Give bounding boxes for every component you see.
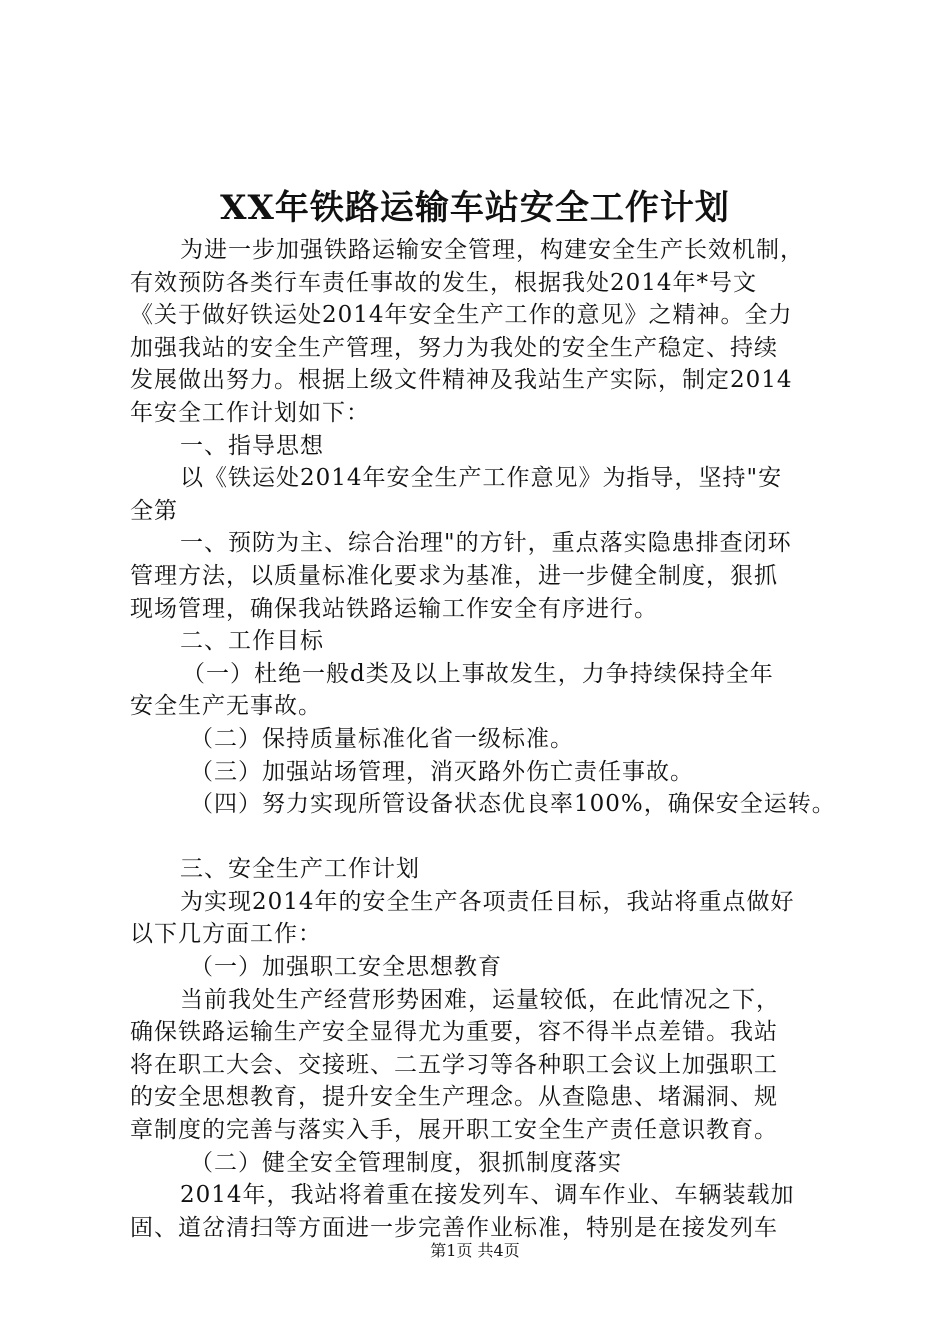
paragraph-line: 安全生产无事故。 <box>130 693 322 720</box>
paragraph-line: 将在职工大会、交接班、二五学习等各种职工会议上加强职工 <box>130 1051 778 1078</box>
paragraph-line: 为实现2014年的安全生产各项责任目标，我站将重点做好 <box>180 888 795 915</box>
paragraph-line: 管理方法，以质量标准化要求为基准，进一步健全制度，狠抓 <box>130 562 778 589</box>
subsection-heading: （二）健全安全管理制度，狠抓制度落实 <box>190 1149 622 1176</box>
paragraph-line: 确保铁路运输生产安全显得尤为重要，容不得半点差错。我站 <box>130 1019 778 1046</box>
subsection-heading: （一）加强职工安全思想教育 <box>190 954 502 981</box>
document-title: XX年铁路运输车站安全工作计划 <box>220 188 730 228</box>
paragraph-line: 为进一步加强铁路运输安全管理，构建安全生产长效机制， <box>180 237 804 263</box>
document-body <box>130 234 840 1244</box>
paragraph-line: 以《铁运处2014年安全生产工作意见》为指导，坚持"安 <box>180 465 783 492</box>
list-item: （一）杜绝一般d类及以上事故发生，力争持续保持全年 <box>182 660 774 687</box>
list-item: （四）努力实现所管设备状态优良率100%，确保安全运转。 <box>190 791 836 818</box>
paragraph-line: 有效预防各类行车责任事故的发生，根据我处2014年*号文 <box>130 269 758 296</box>
section-heading: 一、指导思想 <box>180 432 324 459</box>
paragraph-line: 年安全工作计划如下： <box>130 399 370 426</box>
paragraph-line: 固、道岔清扫等方面进一步完善作业标准，特别是在接发列车 <box>130 1214 778 1241</box>
paragraph-line: 章制度的完善与落实入手，展开职工安全生产责任意识教育。 <box>130 1117 778 1144</box>
paragraph-line: 一、预防为主、综合治理"的方针，重点落实隐患排查闭环 <box>180 530 792 557</box>
paragraph-line: 《关于做好铁运处2014年安全生产工作的意见》之精神。全力 <box>130 302 793 329</box>
page-footer: 第1页 共4页 <box>430 1241 520 1260</box>
paragraph-line: 发展做出努力。根据上级文件精神及我站生产实际，制定2014 <box>130 367 793 394</box>
paragraph-line: 现场管理，确保我站铁路运输工作安全有序进行。 <box>130 595 658 622</box>
paragraph-line: 全第 <box>130 497 178 524</box>
paragraph-line: 的安全思想教育，提升安全生产理念。从查隐患、堵漏洞、规 <box>130 1084 778 1111</box>
blank-line <box>130 821 840 854</box>
section-heading: 三、安全生产工作计划 <box>180 856 420 883</box>
list-item: （二）保持质量标准化省一级标准。 <box>190 725 574 752</box>
paragraph-line: 以下几方面工作： <box>130 921 322 948</box>
section-heading: 二、工作目标 <box>180 628 324 655</box>
paragraph-line: 加强我站的安全生产管理，努力为我处的安全生产稳定、持续 <box>130 334 778 361</box>
list-item: （三）加强站场管理，消灭路外伤亡责任事故。 <box>190 758 694 785</box>
paragraph-line: 2014年，我站将着重在接发列车、调车作业、车辆装载加 <box>180 1182 795 1209</box>
paragraph-line: 当前我处生产经营形势困难，运量较低，在此情况之下， <box>180 986 780 1013</box>
